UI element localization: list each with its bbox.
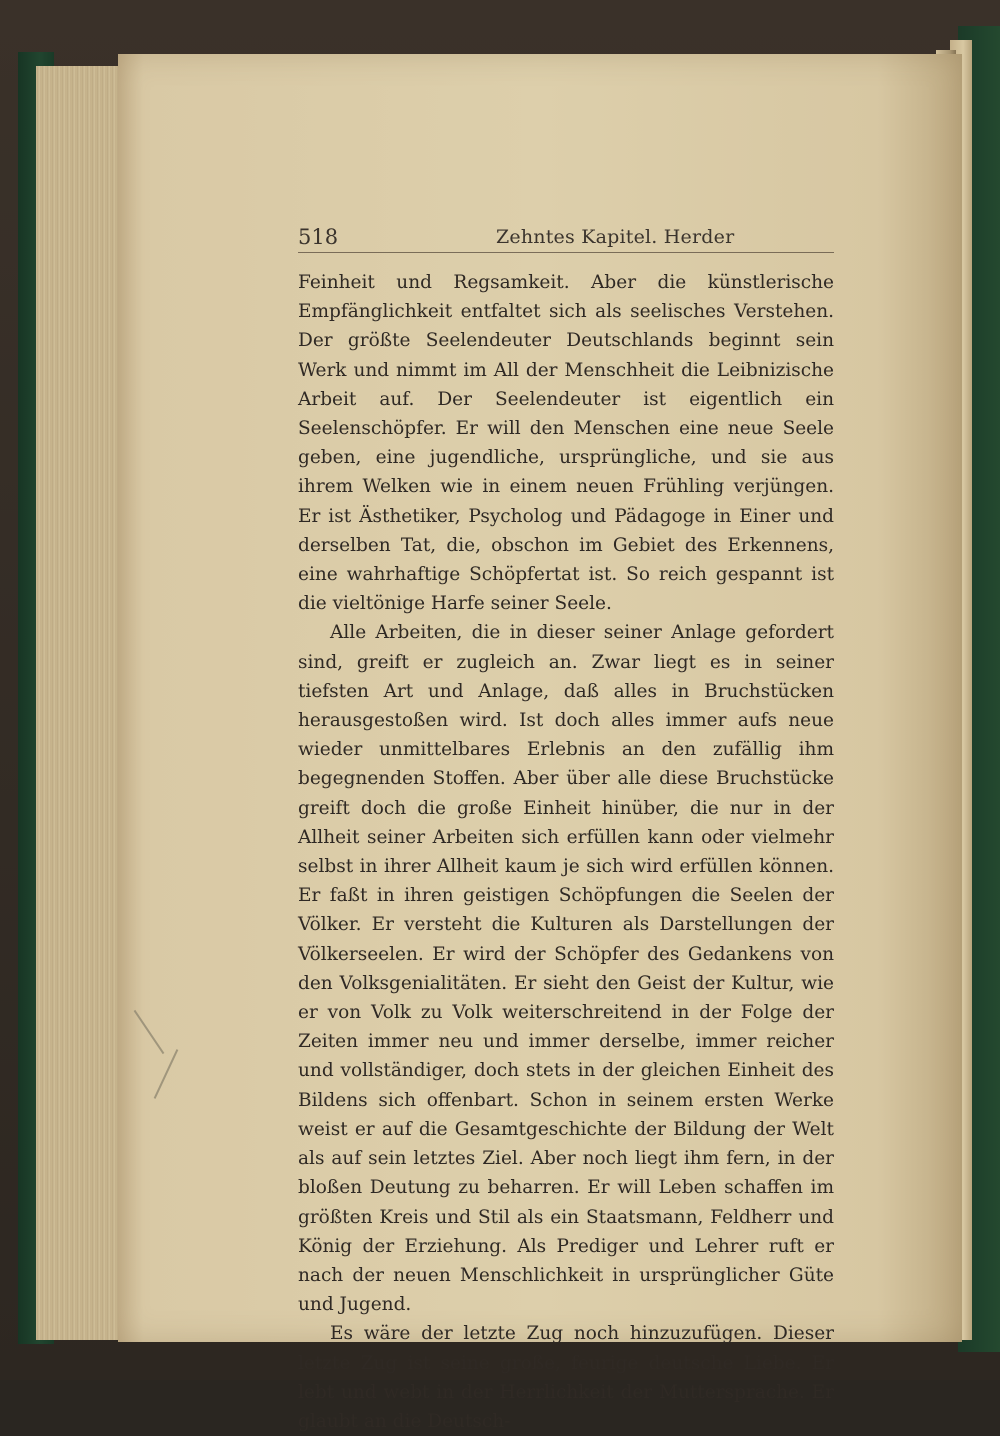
body-text: [298, 268, 834, 1436]
page-edges: [36, 66, 128, 1340]
page-number: 518: [298, 225, 339, 249]
page-header: [298, 211, 834, 255]
book-page: [118, 54, 962, 1432]
paragraph-3: Es wäre der letzte Zug noch hinzuzufügen. Dieser letzte Zug ist seine große, feurige deutsche Liebe. Er lebt und webt in der Herrlichkeit der Muttersprache. Er glaubt an die Deutsch-: [298, 1323, 834, 1432]
paragraph-1: Feinheit und Regsamkeit. Aber die künstlerische Empfänglichkeit entfaltet sich als seelisches Verstehen. Der größte Seelendeuter Deutschlands beginnt sein Werk und nimmt im All der Menschheit die Leibnizische Arbeit auf. Der Seelendeuter ist eigentlich ein Seelenschöpfer. Er will den Menschen eine neue Seele geben, eine jugendliche, ursprüngliche, und sie aus ihrem Welken wie in einem neuen Frühling verjüngen. Er ist Ästhetiker, Psycholog und Pädagoge in Einer und derselben Tat, die, obschon im Gebiet des Erkennens, eine wahrhaftige Schöpfertat ist. So reich gespannt ist die vieltönige Harfe seiner Seele.: [298, 272, 834, 615]
page-content: [298, 211, 834, 1436]
header-rule: [298, 252, 834, 253]
running-head: Zehntes Kapitel. Herder: [496, 226, 735, 248]
paragraph-2: Alle Arbeiten, die in dieser seiner Anlage gefordert sind, greift er zugleich an. Zwar liegt es in seiner tiefsten Art und Anlage, daß alles in Bruchstücken herausgestoßen wird. Ist doch alles immer aufs neue wieder unmittelbares Erlebnis an den zufällig ihm begegnenden Stoffen. Aber über alle diese Bruchstücke greift doch die große Einheit hinüber, die nur in der Allheit seiner Arbeiten sich erfüllen kann oder vielmehr selbst in ihrer Allheit kaum je sich wird erfüllen können. Er faßt in ihren geistigen Schöpfungen die Seelen der Völker. Er versteht die Kulturen als Darstellungen der Völkerseelen. Er wird der Schöpfer des Gedankens von den Volksgenialitäten. Er sieht den Geist der Kultur, wie er von Volk zu Volk weiterschreitend in der Folge der Zeiten immer neu und immer derselbe, immer reicher und vollständiger, doch stets in der gleichen Einheit des Bildens sich offenbart. Schon in seinem ersten Werke weist er auf die Gesamtgeschichte der Bildung der Welt als auf sein letztes Ziel. Aber noch liegt ihm fern, in der bloßen Deutung zu beharren. Er will Leben schaffen im größten Kreis und Stil als ein Staatsmann, Feldherr und König der Erziehung. Als Prediger und Lehrer ruft er nach der neuen Menschlichkeit in ursprünglicher Güte und Jugend.: [298, 622, 834, 1316]
